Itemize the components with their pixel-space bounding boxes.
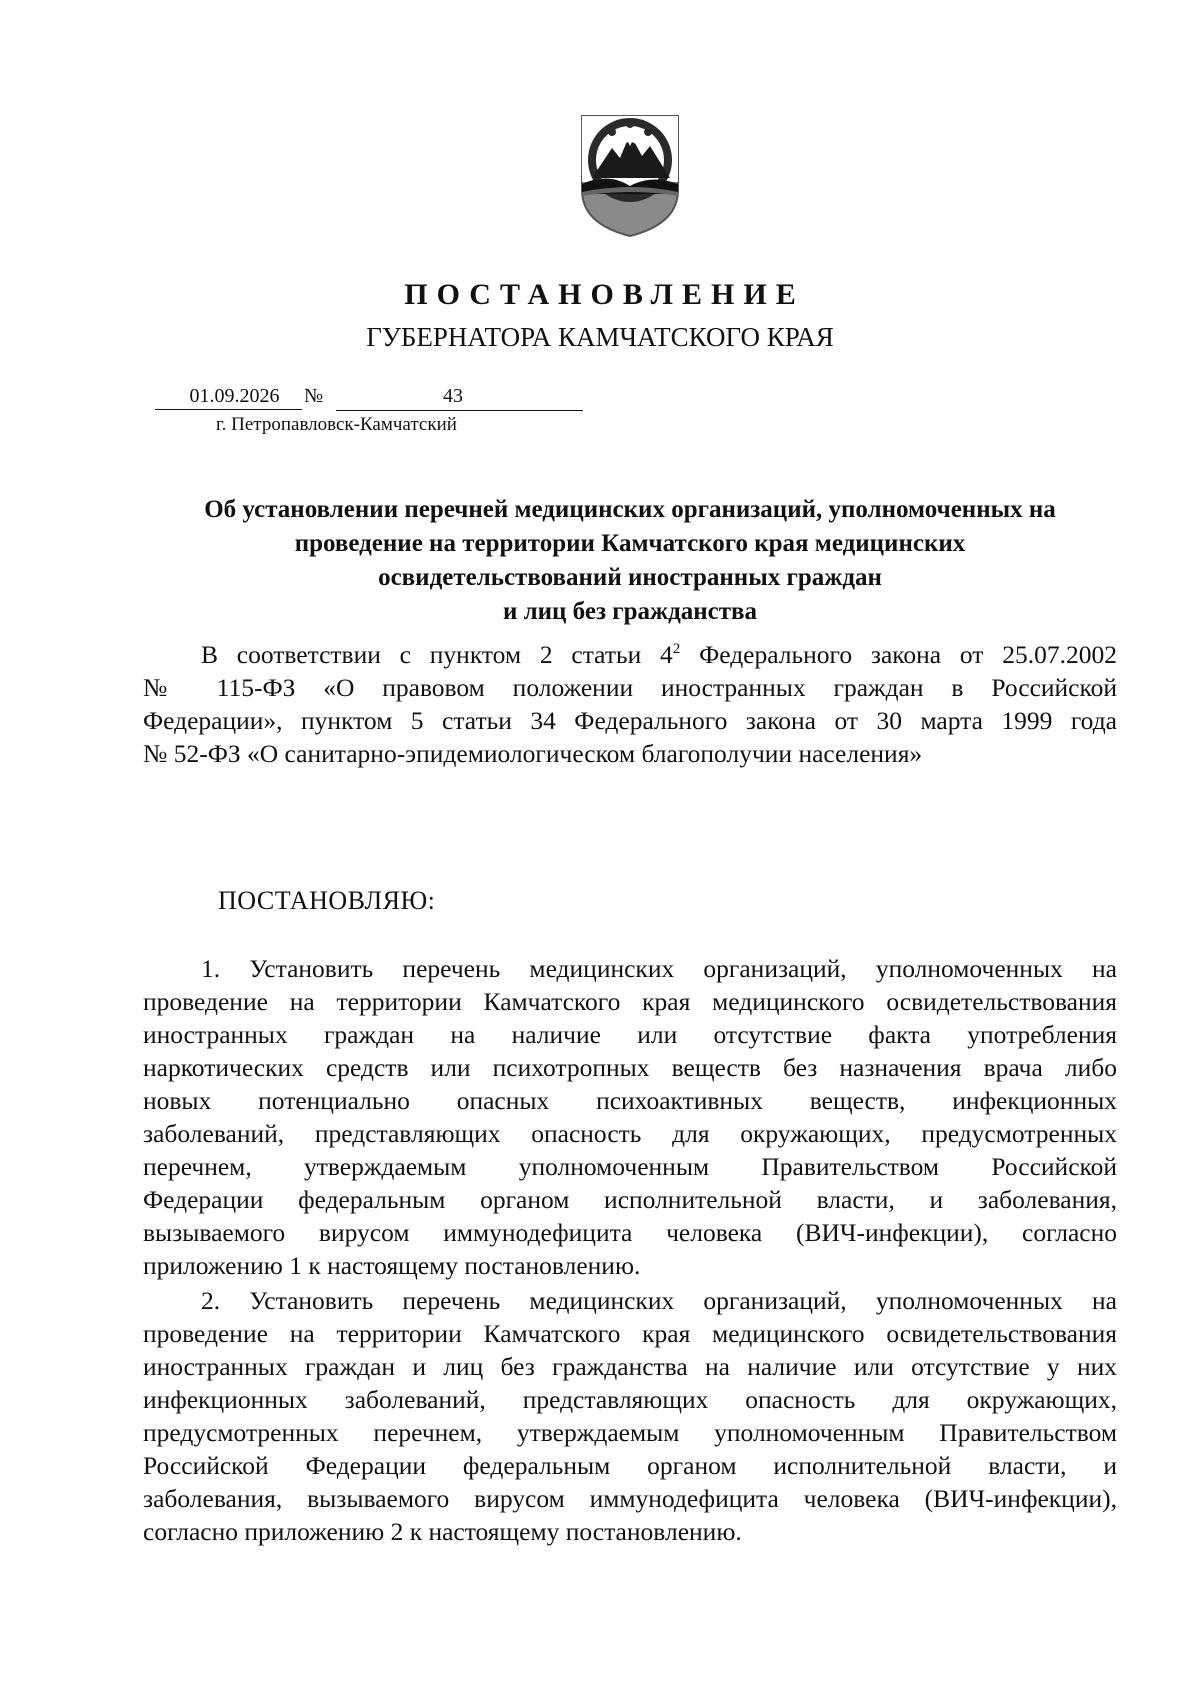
preamble-text: В соответствии с пунктом 2 статьи 4 (201, 640, 673, 669)
item-line: наркотических средств или психотропных веществ без назначения врача либо (143, 1053, 1117, 1082)
document-place: г. Петропавловск-Камчатский (216, 414, 457, 435)
document-type-heading: ПОСТАНОВЛЕНИЕ (404, 278, 805, 311)
preamble (143, 638, 1117, 770)
item-line: вызываемого вирусом иммунодефицита человека (ВИЧ-инфекции), согласно (143, 1218, 1117, 1247)
item-2 (143, 1284, 1117, 1548)
preamble-line: № 115-ФЗ «О правовом положении иностранных граждан в Российской (143, 673, 1117, 702)
preamble-line: Федерации», пунктом 5 статьи 34 Федерального закона от 30 марта 1999 года (143, 706, 1117, 735)
item-line: перечнем, утверждаемым уполномоченным Правительством Российской (143, 1152, 1117, 1181)
kamchatka-coat-of-arms-icon (578, 112, 682, 240)
item-line: согласно приложению 2 к настоящему постановлению. (143, 1517, 742, 1546)
title-line: Об установлении перечней медицинских организаций, уполномоченных на (204, 496, 1056, 523)
item-line: предусмотренных перечнем, утверждаемым уполномоченным Правительством (143, 1418, 1117, 1447)
item-line: Российской Федерации федеральным органом исполнительной власти, и (143, 1451, 1117, 1480)
item-line: иностранных граждан и лиц без гражданства на наличие или отсутствие у них (143, 1352, 1117, 1381)
preamble-line (143, 638, 1117, 671)
issuer-heading: ГУБЕРНАТОРА КАМЧАТСКОГО КРАЯ (366, 322, 834, 352)
preamble-text: Федерального закона от 25.07.2002 (680, 640, 1117, 669)
preamble-line: № 52-ФЗ «О санитарно-эпидемиологическом благополучии населения» (143, 739, 923, 768)
item-line: проведение на территории Камчатского края медицинского освидетельствования (143, 987, 1117, 1016)
item-line: проведение на территории Камчатского края медицинского освидетельствования (143, 1319, 1117, 1348)
item-line: инфекционных заболеваний, представляющих опасность для окружающих, (143, 1385, 1117, 1414)
item-line: 1. Установить перечень медицинских организаций, уполномоченных на (201, 954, 1117, 983)
item-line: иностранных граждан на наличие или отсутствие факта употребления (143, 1020, 1117, 1049)
item-line: приложению 1 к настоящему постановлению. (143, 1251, 641, 1280)
item-1 (143, 952, 1117, 1282)
title-line: освидетельствований иностранных граждан (378, 564, 882, 591)
resolve-heading: ПОСТАНОВЛЯЮ: (218, 886, 436, 915)
item-line: 2. Установить перечень медицинских организаций, уполномоченных на (201, 1286, 1117, 1315)
item-line: новых потенциально опасных психоактивных веществ, инфекционных (143, 1086, 1117, 1115)
item-line: заболеваний, представляющих опасность для окружающих, предусмотренных (143, 1119, 1117, 1148)
number-sign: № (304, 385, 324, 407)
item-line: Федерации федеральным органом исполнительной власти, и заболевания, (143, 1185, 1117, 1214)
article-superscript: 2 (672, 641, 681, 657)
title-line: и лиц без гражданства (502, 598, 758, 625)
document-date: 01.09.2026 (155, 385, 302, 410)
title-line: проведение на территории Камчатского края медицинских (294, 530, 966, 557)
item-line: заболевания, вызываемого вирусом иммунодефицита человека (ВИЧ-инфекции), (143, 1484, 1117, 1513)
document-title (130, 493, 1130, 629)
document-number-field (336, 385, 583, 411)
document-number: 43 (443, 385, 463, 407)
